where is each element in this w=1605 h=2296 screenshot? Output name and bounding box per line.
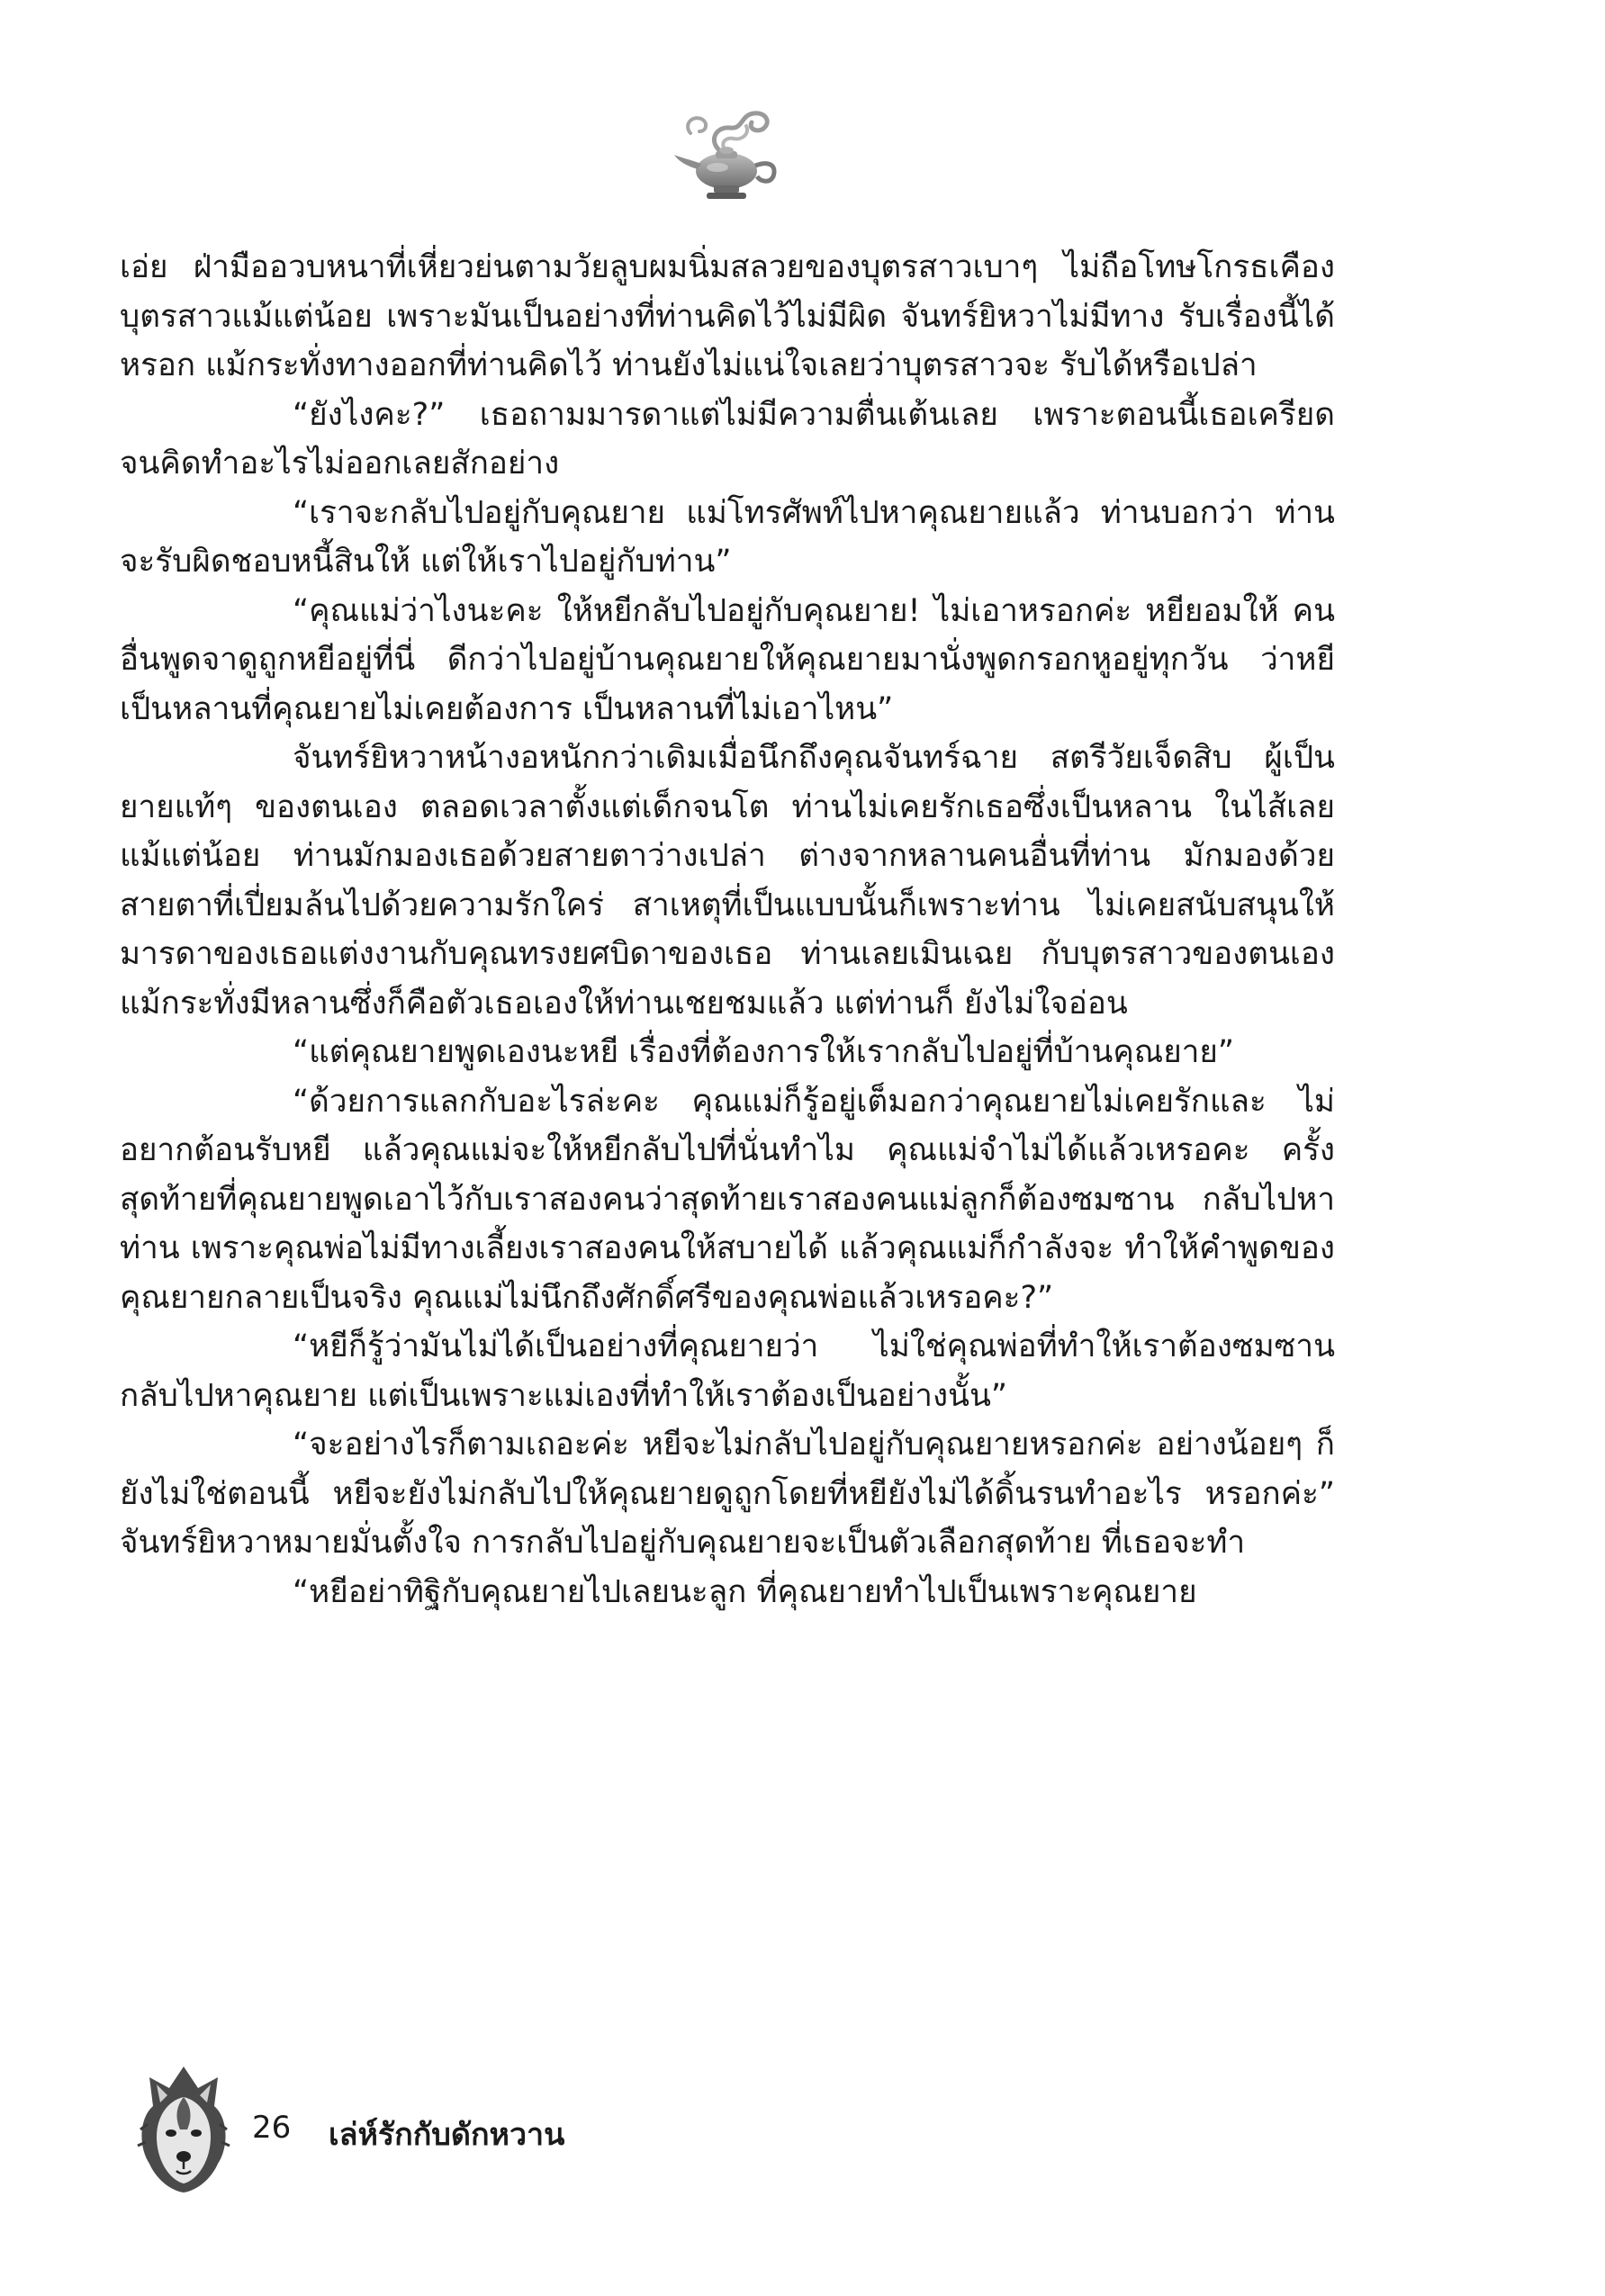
paragraph-2: “ยังไงคะ?” เธอถามมารดาแต่ไม่มีความตื่นเต้นเลย เพราะตอนนี้เธอเครียด จนคิดทำอะไรไม่ออกเลยสักอย่าง xyxy=(120,396,1335,482)
paragraph-10: “หยีอย่าทิฐิกับคุณยายไปเลยนะลูก ที่คุณยายทำไปเป็นเพราะคุณยาย xyxy=(293,1573,1197,1610)
magic-lamp-icon xyxy=(671,106,788,205)
paragraph-7: “ด้วยการแลกกับอะไรล่ะคะ คุณแม่ก็รู้อยู่เต็มอกว่าคุณยายไม่เคยรักและ ไม่อยากต้อนรับหยี แล้วคุณแม่จะให้หยีกลับไปที่นั่นทำไม คุณแม่จำไม่ได้แล้วเหรอคะ ครั้งสุดท้ายที่คุณยายพูดเอาไว้กับเราสองคนว่าสุดท้ายเราสองคนแม่ลูกก็ต้องซมซาน กลับไปหาท่าน เพราะคุณพ่อไม่มีทางเลี้ยงเราสองคนให้สบายได้ แล้วคุณแม่ก็กำลังจะ ทำให้คำพูดของคุณยายกลายเป็นจริง คุณแม่ไม่นึกถึงศักดิ์ศรีของคุณพ่อแล้วเหรอคะ?” xyxy=(120,1083,1335,1316)
paragraph-3: “เราจะกลับไปอยู่กับคุณยาย แม่โทรศัพท์ไปหาคุณยายแล้ว ท่านบอกว่า ท่านจะรับผิดชอบหนี้สินให้ แต่ให้เราไปอยู่กับท่าน” xyxy=(120,494,1335,580)
page-footer xyxy=(135,2061,855,2196)
paragraph-5: จันทร์ยิหวาหน้างอหนักกว่าเดิมเมื่อนึกถึงคุณจันทร์ฉาย สตรีวัยเจ็ดสิบ ผู้เป็นยายแท้ๆ ของตนเอง ตลอดเวลาตั้งแต่เด็กจนโต ท่านไม่เคยรักเธอซึ่งเป็นหลาน ในไส้เลยแม้แต่น้อย ท่านมักมองเธอด้วยสายตาว่างเปล่า ต่างจากหลานคนอื่นที่ท่าน มักมองด้วยสายตาที่เปี่ยมล้นไปด้วยความรักใคร่ สาเหตุที่เป็นแบบนั้นก็เพราะท่าน ไม่เคยสนับสนุนให้มารดาของเธอแต่งงานกับคุณทรงยศบิดาของเธอ ท่านเลยเมินเฉย กับบุตรสาวของตนเอง แม้กระทั่งมีหลานซึ่งก็คือตัวเธอเองให้ท่านเชยชมแล้ว แต่ท่านก็ ยังไม่ใจอ่อน xyxy=(120,740,1335,1022)
husky-dog-icon xyxy=(135,2061,232,2196)
book-title: เล่ห์รักกับดักหวาน xyxy=(329,2117,565,2153)
body-text xyxy=(120,243,1335,1616)
paragraph-9: “จะอย่างไรก็ตามเถอะค่ะ หยีจะไม่กลับไปอยู่กับคุณยายหรอกค่ะ อย่างน้อยๆ ก็ยังไม่ใช่ตอนนี้ หยีจะยังไม่กลับไปให้คุณยายดูถูกโดยที่หยียังไม่ได้ดิ้นรนทำอะไร หรอกค่ะ” จันทร์ยิหวาหมายมั่นตั้งใจ การกลับไปอยู่กับคุณยายจะเป็นตัวเลือกสุดท้าย ที่เธอจะทำ xyxy=(120,1427,1335,1561)
paragraph-4: “คุณแม่ว่าไงนะคะ ให้หยีกลับไปอยู่กับคุณยาย! ไม่เอาหรอกค่ะ หยียอมให้ คนอื่นพูดจาดูถูกหยีอยู่ที่นี่ ดีกว่าไปอยู่บ้านคุณยายให้คุณยายมานั่งพูดกรอกหูอยู่ทุกวัน ว่าหยีเป็นหลานที่คุณยายไม่เคยต้องการ เป็นหลานที่ไม่เอาไหน” xyxy=(120,592,1335,727)
paragraph-6: “แต่คุณยายพูดเองนะหยี เรื่องที่ต้องการให้เรากลับไปอยู่ที่บ้านคุณยาย” xyxy=(293,1034,1235,1070)
paragraph-1: เอ่ย ฝ่ามืออวบหนาที่เหี่ยวย่นตามวัยลูบผมนิ่มสลวยของบุตรสาวเบาๆ ไม่ถือโทษโกรธเคือง บุตรสาวแม้แต่น้อย เพราะมันเป็นอย่างที่ท่านคิดไว้ไม่มีผิด จันทร์ยิหวาไม่มีทาง รับเรื่องนี้ได้หรอก แม้กระทั่งทางออกที่ท่านคิดไว้ ท่านยังไม่แน่ใจเลยว่าบุตรสาวจะ รับได้หรือเปล่า xyxy=(120,249,1335,383)
paragraph-8: “หยีก็รู้ว่ามันไม่ได้เป็นอย่างที่คุณยายว่า ไม่ใช่คุณพ่อที่ทำให้เราต้องซมซาน กลับไปหาคุณยาย แต่เป็นเพราะแม่เองที่ทำให้เราต้องเป็นอย่างนั้น” xyxy=(120,1328,1335,1414)
page-number: 26 xyxy=(252,2110,292,2146)
